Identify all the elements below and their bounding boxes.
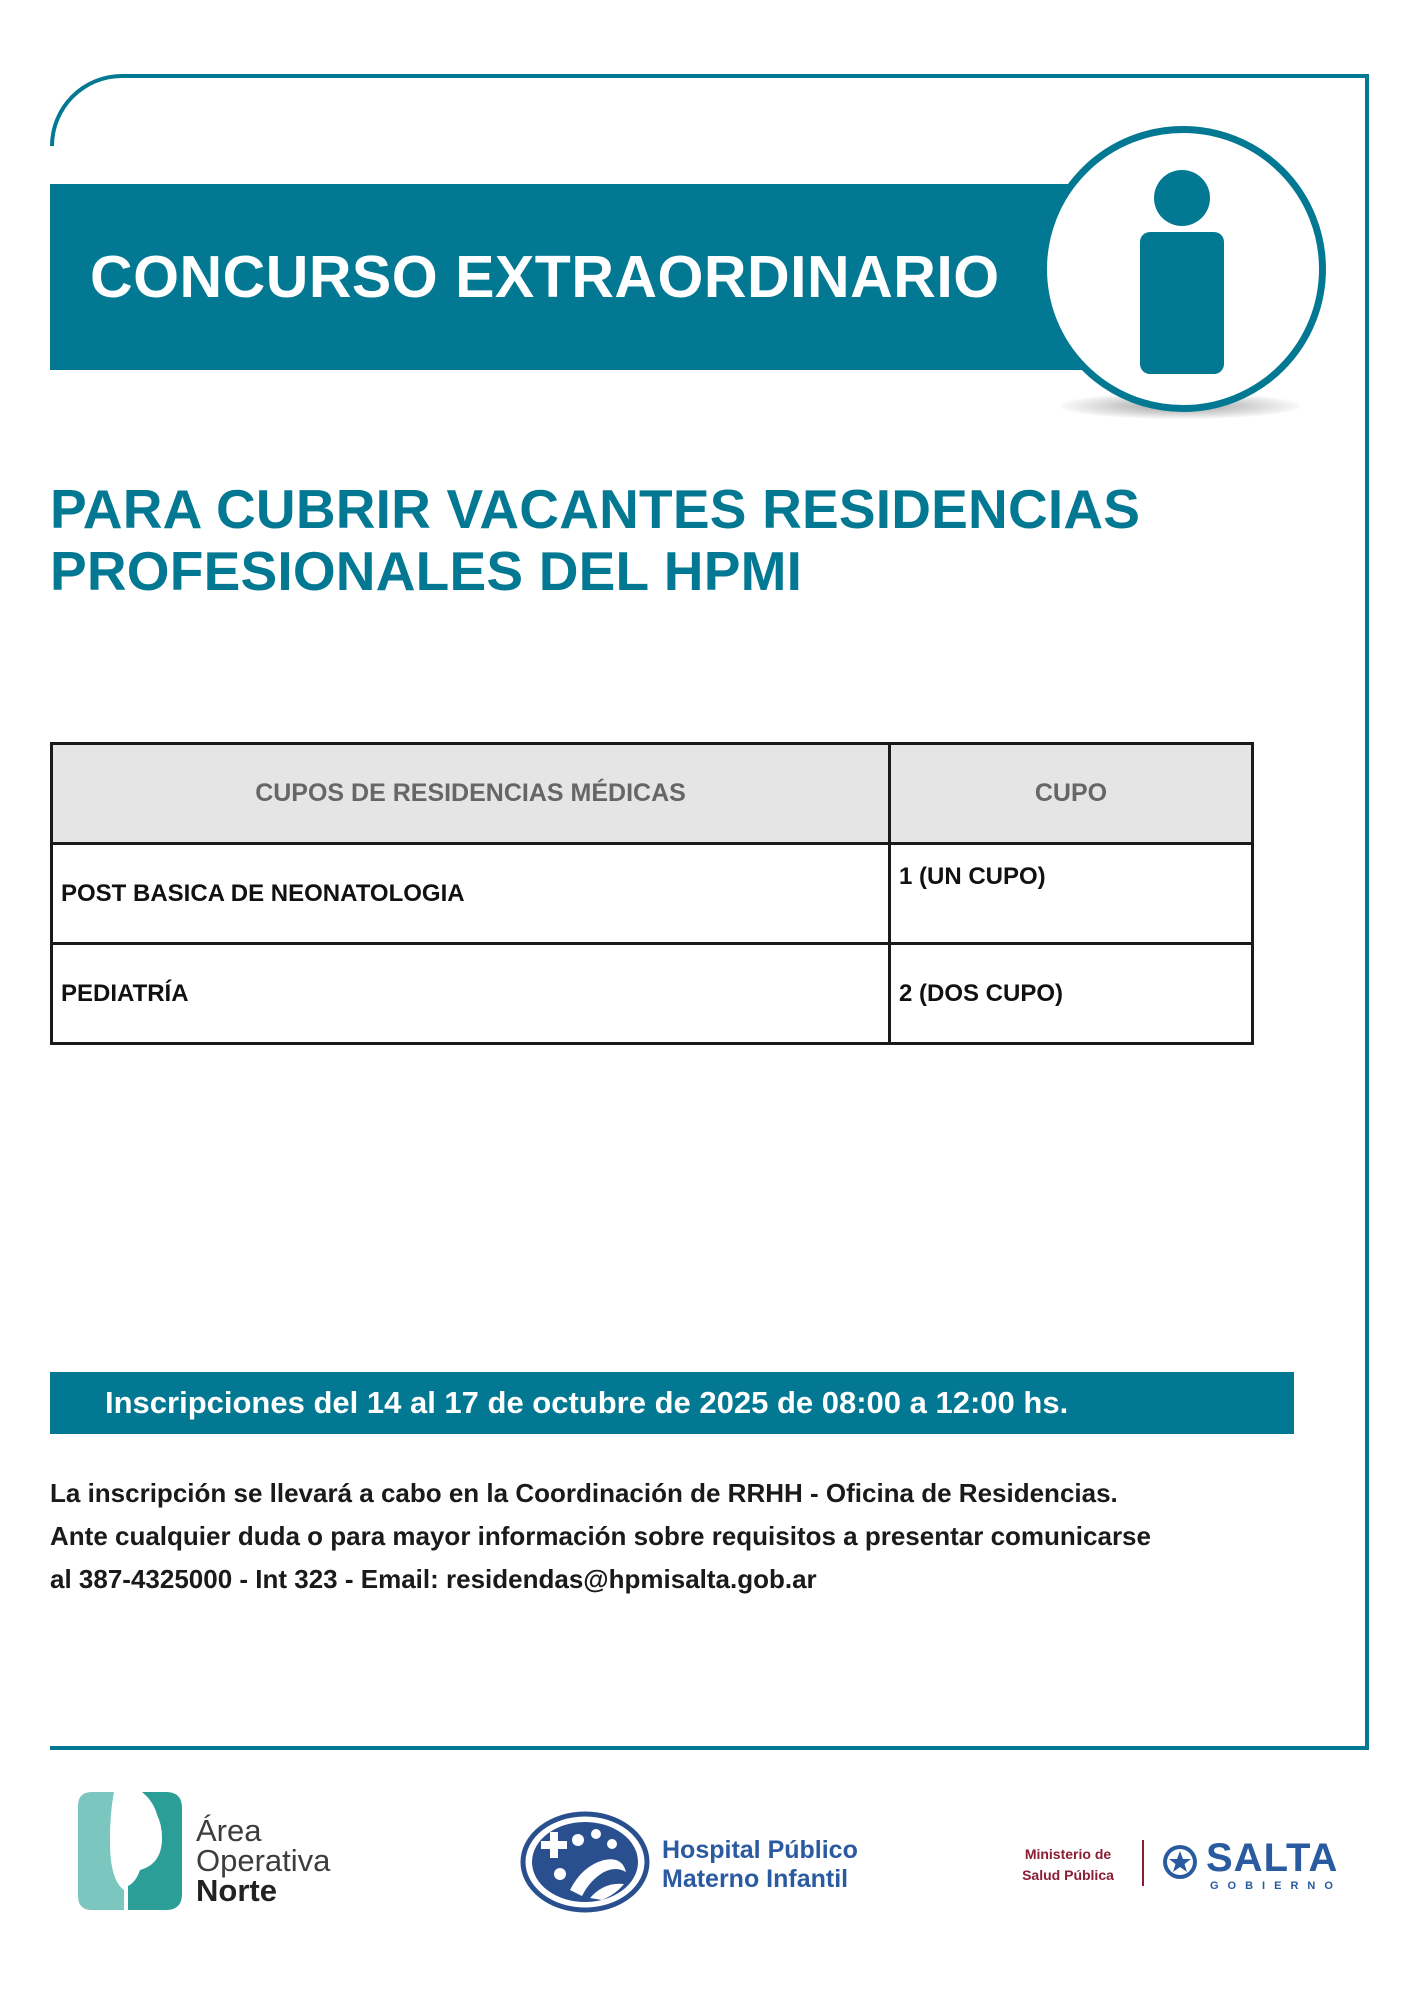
hospital-line-2: Materno Infantil [662, 1865, 849, 1893]
info-line-3: al 387-4325000 - Int 323 - Email: residendas@hpmisalta.gob.ar [50, 1564, 817, 1594]
aon-line-2: Operativa [196, 1843, 331, 1878]
ministerio-line-2: Salud Pública [1022, 1867, 1114, 1883]
headline-line-1: PARA CUBRIR VACANTES RESIDENCIAS [50, 478, 1141, 540]
hospital-name [662, 1836, 858, 1894]
table-cell-residencia: POST BASICA DE NEONATOLOGIA [52, 844, 890, 944]
table-cell-residencia: PEDIATRÍA [52, 944, 890, 1044]
area-operativa-text [196, 1813, 331, 1908]
column-header-residencias: CUPOS DE RESIDENCIAS MÉDICAS [52, 744, 890, 844]
dates-banner [50, 1372, 1294, 1434]
table-row [52, 944, 1253, 1044]
table-row [52, 844, 1253, 944]
area-operativa-mark-icon [74, 1790, 186, 1912]
vacancies-table [50, 742, 1254, 1045]
ministerio-text [1010, 1844, 1126, 1886]
logo-divider [1142, 1840, 1144, 1886]
frame-right-border [1365, 74, 1369, 1750]
area-operativa-norte-logo [74, 1790, 354, 1920]
page-title: CONCURSO EXTRAORDINARIO [90, 244, 1000, 310]
salta-government-logo [1010, 1838, 1340, 1898]
hospital-logo [520, 1810, 880, 1920]
salta-star-emblem-icon [1162, 1844, 1198, 1880]
info-paragraph [50, 1472, 1340, 1601]
info-person-head [1154, 170, 1210, 226]
frame-bottom-border [50, 1746, 1369, 1750]
title-banner [50, 184, 1090, 370]
table-cell-cupo: 2 (DOS CUPO) [890, 944, 1253, 1044]
ministerio-line-1: Ministerio de [1024, 1846, 1112, 1862]
hospital-line-1: Hospital Público [662, 1836, 858, 1864]
aon-line-1: Área [196, 1813, 262, 1848]
headline [50, 478, 1290, 602]
table-header-row [52, 744, 1253, 844]
dates-text: Inscripciones del 14 al 17 de octubre de 2025 de 08:00 a 12:00 hs. [105, 1385, 1069, 1420]
info-person-body [1140, 232, 1224, 374]
salta-wordmark: SALTA [1206, 1836, 1339, 1880]
info-line-1: La inscripción se llevará a cabo en la Coordinación de RRHH - Oficina de Residencias. [50, 1478, 1118, 1508]
table-cell-cupo: 1 (UN CUPO) [890, 844, 1253, 944]
aon-line-3: Norte [196, 1873, 277, 1908]
hospital-emblem-icon [520, 1810, 650, 1914]
column-header-cupo: CUPO [890, 744, 1253, 844]
info-line-2: Ante cualquier duda o para mayor información sobre requisitos a presentar comunicarse [50, 1521, 1151, 1551]
salta-gobierno-text: GOBIERNO [1210, 1880, 1342, 1892]
headline-line-2: PROFESIONALES DEL HPMI [50, 540, 803, 602]
